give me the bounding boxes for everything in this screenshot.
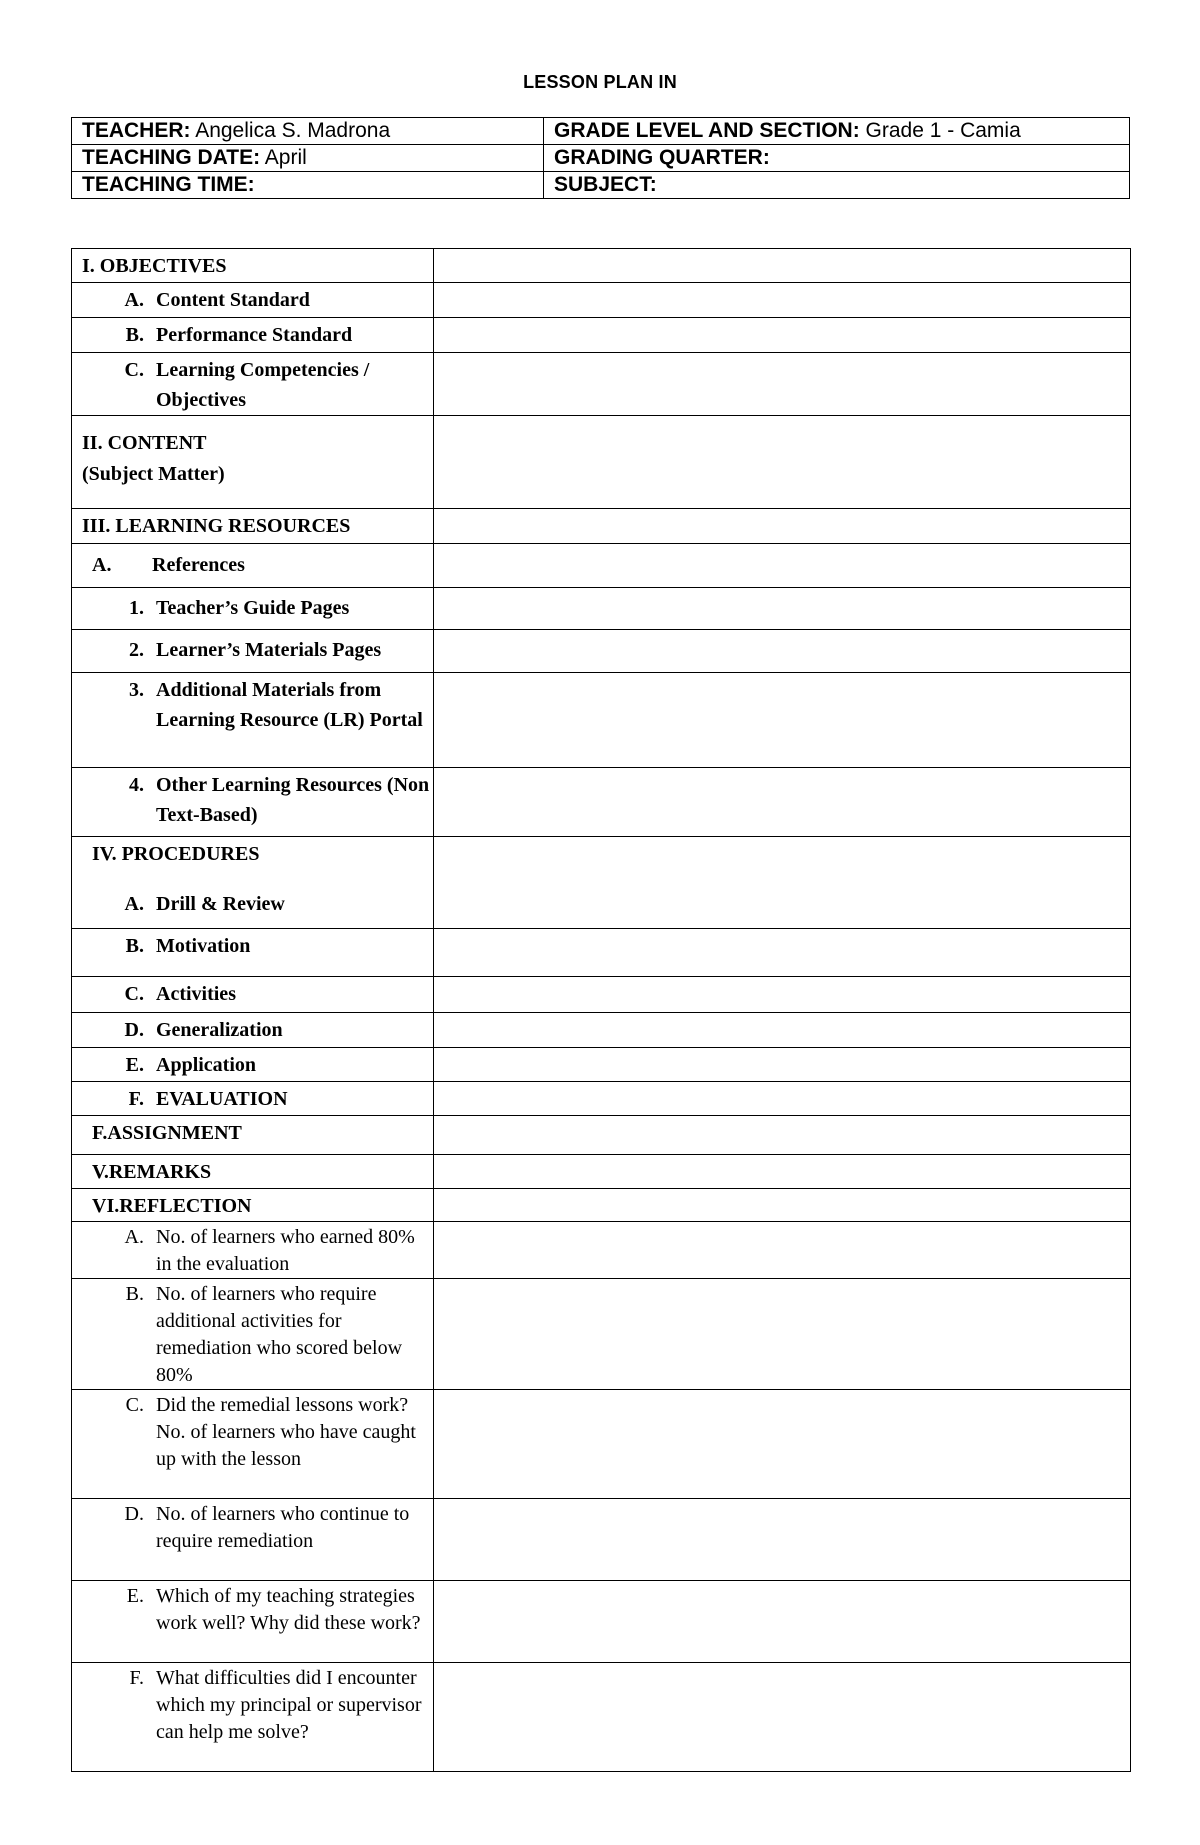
lm-pages-label: Learner’s Materials Pages bbox=[156, 639, 382, 661]
additional-materials-field[interactable] bbox=[434, 673, 1131, 768]
reflection-e-label: Which of my teaching strategies work well? Why did these work? bbox=[156, 1585, 421, 1634]
subject-cell bbox=[544, 172, 1130, 199]
reflection-b-label: No. of learners who require additional activities for remediation who scored below 80% bbox=[156, 1283, 403, 1386]
competencies-field[interactable] bbox=[434, 353, 1131, 416]
row-references bbox=[72, 544, 1131, 588]
reflection-c-field[interactable] bbox=[434, 1390, 1131, 1499]
reflection-c-label: Did the remedial lessons work? No. of learners who have caught up with the lesson bbox=[156, 1394, 416, 1470]
reflection-f-field[interactable] bbox=[434, 1663, 1131, 1772]
item-marker: A. bbox=[124, 1226, 144, 1248]
row-generalization bbox=[72, 1013, 1131, 1048]
motivation-field[interactable] bbox=[434, 929, 1131, 977]
item-marker: E. bbox=[126, 1585, 144, 1607]
activities-label: Activities bbox=[156, 983, 236, 1005]
row-procedures bbox=[72, 837, 1131, 929]
procedures-heading: IV. PROCEDURES bbox=[92, 843, 260, 865]
row-performance-standard bbox=[72, 318, 1131, 353]
item-marker: D. bbox=[124, 1019, 144, 1041]
row-other-resources bbox=[72, 768, 1131, 837]
tg-pages-label: Teacher’s Guide Pages bbox=[156, 597, 350, 619]
application-field[interactable] bbox=[434, 1048, 1131, 1082]
row-competencies bbox=[72, 353, 1131, 416]
row-lm-pages bbox=[72, 630, 1131, 673]
teacher-value: Angelica S. Madrona bbox=[195, 119, 391, 142]
resources-field[interactable] bbox=[434, 509, 1131, 544]
reflection-e-field[interactable] bbox=[434, 1581, 1131, 1663]
row-reflection-d bbox=[72, 1499, 1131, 1581]
row-reflection-a bbox=[72, 1222, 1131, 1279]
activities-field[interactable] bbox=[434, 977, 1131, 1013]
other-resources-label: Other Learning Resources (Non Text-Based) bbox=[156, 774, 430, 826]
item-marker: A. bbox=[92, 554, 112, 576]
reflection-d-field[interactable] bbox=[434, 1499, 1131, 1581]
time-cell bbox=[72, 172, 544, 199]
assignment-heading: F.ASSIGNMENT bbox=[92, 1122, 242, 1144]
subject-matter-label: (Subject Matter) bbox=[82, 463, 225, 485]
objectives-field[interactable] bbox=[434, 249, 1131, 283]
references-field[interactable] bbox=[434, 544, 1131, 588]
item-marker: B. bbox=[125, 324, 144, 346]
item-marker: F. bbox=[129, 1667, 144, 1689]
generalization-field[interactable] bbox=[434, 1013, 1131, 1048]
application-label: Application bbox=[156, 1054, 257, 1076]
row-tg-pages bbox=[72, 588, 1131, 630]
row-content-standard bbox=[72, 283, 1131, 318]
time-label: TEACHING TIME: bbox=[82, 173, 255, 196]
row-content bbox=[72, 416, 1131, 509]
item-marker: 3. bbox=[129, 679, 144, 701]
row-reflection-e bbox=[72, 1581, 1131, 1663]
evaluation-label: EVALUATION bbox=[156, 1088, 288, 1110]
evaluation-field[interactable] bbox=[434, 1082, 1131, 1116]
row-reflection-c bbox=[72, 1390, 1131, 1499]
row-reflection-f bbox=[72, 1663, 1131, 1772]
row-assignment bbox=[72, 1116, 1131, 1155]
reflection-f-label: What difficulties did I encounter which my principal or supervisor can help me solve? bbox=[156, 1667, 422, 1743]
remarks-field[interactable] bbox=[434, 1155, 1131, 1189]
date-label: TEACHING DATE: bbox=[82, 146, 261, 169]
item-marker: C. bbox=[125, 1394, 144, 1416]
references-label: References bbox=[152, 554, 245, 576]
item-marker: 1. bbox=[129, 597, 144, 619]
procedures-field[interactable] bbox=[434, 837, 1131, 929]
date-value: April bbox=[264, 146, 307, 169]
motivation-label: Motivation bbox=[156, 935, 251, 957]
remarks-heading: V.REMARKS bbox=[92, 1161, 212, 1183]
drill-review-label: Drill & Review bbox=[156, 893, 285, 915]
row-evaluation bbox=[72, 1082, 1131, 1116]
content-standard-field[interactable] bbox=[434, 283, 1131, 318]
assignment-field[interactable] bbox=[434, 1116, 1131, 1155]
generalization-label: Generalization bbox=[156, 1019, 283, 1041]
reflection-a-field[interactable] bbox=[434, 1222, 1131, 1279]
tg-pages-field[interactable] bbox=[434, 588, 1131, 630]
subject-label: SUBJECT: bbox=[554, 173, 657, 196]
content-field[interactable] bbox=[434, 416, 1131, 509]
header-row-3 bbox=[72, 172, 1130, 199]
grade-label: GRADE LEVEL AND SECTION: bbox=[554, 119, 860, 142]
row-activities bbox=[72, 977, 1131, 1013]
item-marker: B. bbox=[125, 935, 144, 957]
row-reflection bbox=[72, 1189, 1131, 1222]
item-marker: A. bbox=[124, 893, 144, 915]
item-marker: E. bbox=[125, 1054, 144, 1076]
other-resources-field[interactable] bbox=[434, 768, 1131, 837]
reflection-d-label: No. of learners who continue to require remediation bbox=[156, 1503, 410, 1552]
quarter-cell bbox=[544, 145, 1130, 172]
item-marker: D. bbox=[124, 1503, 144, 1525]
row-resources bbox=[72, 509, 1131, 544]
row-remarks bbox=[72, 1155, 1131, 1189]
item-marker: 2. bbox=[129, 639, 144, 661]
document-title: LESSON PLAN IN bbox=[523, 72, 677, 92]
grade-value: Grade 1 - Camia bbox=[865, 119, 1021, 142]
lesson-plan-table bbox=[71, 248, 1131, 1772]
teacher-label: TEACHER: bbox=[82, 119, 191, 142]
item-marker: C. bbox=[124, 983, 144, 1005]
row-reflection-b bbox=[72, 1279, 1131, 1390]
header-table bbox=[71, 117, 1130, 199]
additional-materials-label: Additional Materials from Learning Resource (LR) Portal bbox=[156, 679, 423, 731]
item-marker: C. bbox=[124, 359, 144, 381]
quarter-label: GRADING QUARTER: bbox=[554, 146, 770, 169]
objectives-heading: I. OBJECTIVES bbox=[82, 255, 227, 277]
content-standard-label: Content Standard bbox=[156, 289, 310, 311]
competencies-label: Learning Competencies / Objectives bbox=[156, 359, 370, 411]
content-heading: II. CONTENT bbox=[82, 432, 207, 454]
item-marker: F. bbox=[128, 1088, 144, 1110]
reflection-a-label: No. of learners who earned 80% in the evaluation bbox=[156, 1226, 415, 1275]
resources-heading: III. LEARNING RESOURCES bbox=[82, 515, 351, 537]
row-objectives bbox=[72, 249, 1131, 283]
lm-pages-field[interactable] bbox=[434, 630, 1131, 673]
reflection-b-field[interactable] bbox=[434, 1279, 1131, 1390]
header-row-2 bbox=[72, 145, 1130, 172]
grade-cell bbox=[544, 118, 1130, 145]
reflection-heading: VI.REFLECTION bbox=[92, 1195, 252, 1217]
teacher-cell bbox=[72, 118, 544, 145]
item-marker: B. bbox=[125, 1283, 144, 1305]
date-cell bbox=[72, 145, 544, 172]
row-application bbox=[72, 1048, 1131, 1082]
row-additional bbox=[72, 673, 1131, 768]
performance-standard-field[interactable] bbox=[434, 318, 1131, 353]
row-motivation bbox=[72, 929, 1131, 977]
header-row-1 bbox=[72, 118, 1130, 145]
item-marker: 4. bbox=[129, 774, 144, 796]
item-marker: A. bbox=[124, 289, 144, 311]
performance-standard-label: Performance Standard bbox=[156, 324, 353, 346]
reflection-field[interactable] bbox=[434, 1189, 1131, 1222]
